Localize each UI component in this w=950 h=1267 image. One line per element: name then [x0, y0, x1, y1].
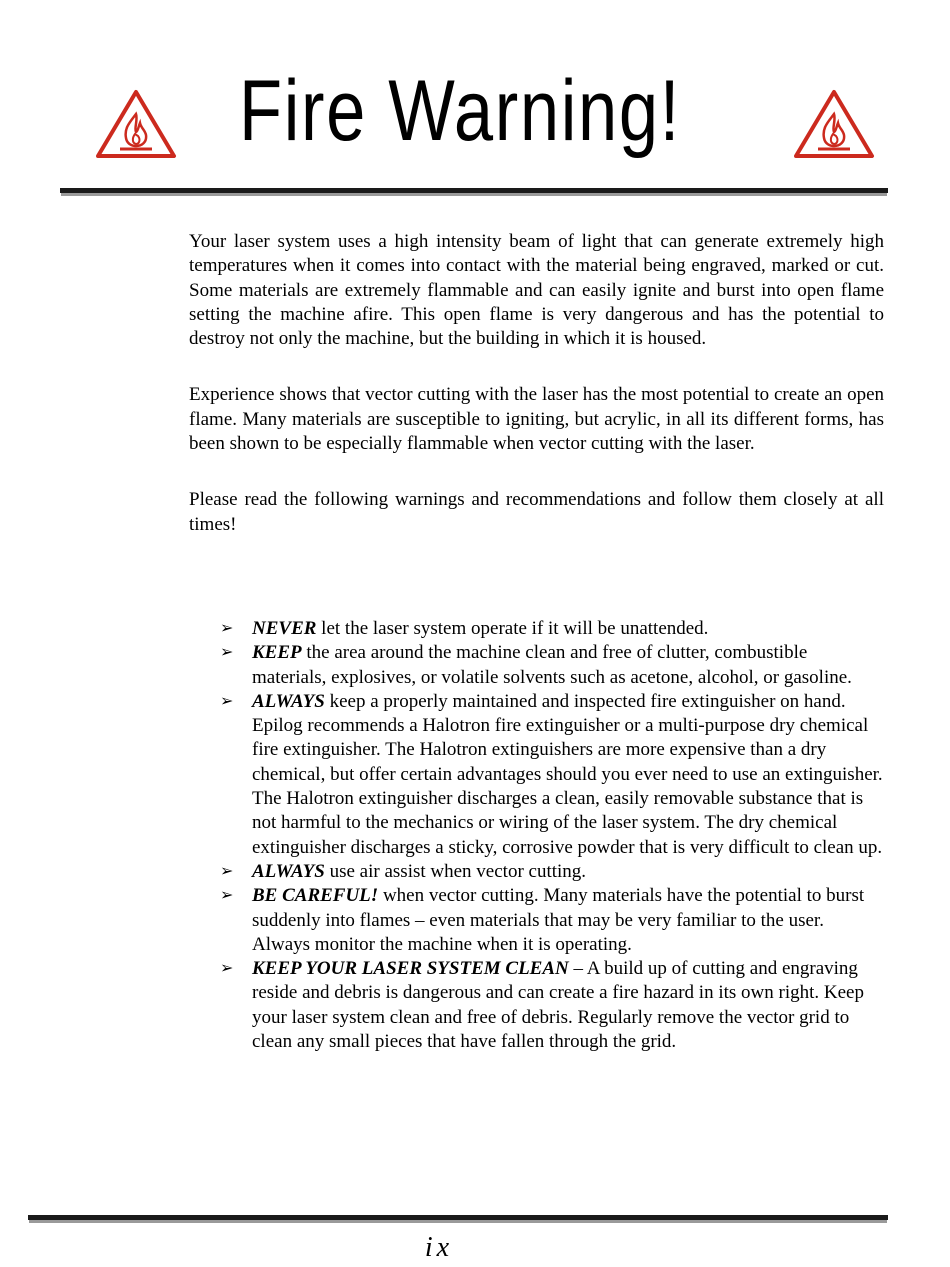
bullet-text: let the laser system operate if it will be unattended. — [316, 618, 709, 639]
arrow-bullet-icon: ➢ — [220, 862, 234, 880]
list-item — [220, 860, 885, 884]
bullet-lead: KEEP — [252, 642, 302, 664]
bullet-text: use air assist when vector cutting. — [324, 860, 587, 882]
footer-divider — [28, 1215, 888, 1220]
bullet-lead: BE CAREFUL! — [252, 885, 379, 907]
header-divider — [60, 188, 888, 193]
paragraph: Experience shows that vector cutting with the laser has the most potential to create an open flame. Many materials are susceptible to igniting, but acrylic, in all its different forms, has been shown to be especially flammable when vector cutting with the laser. — [189, 384, 884, 455]
list-item — [220, 884, 885, 957]
arrow-bullet-icon: ➢ — [220, 692, 234, 710]
arrow-bullet-icon: ➢ — [220, 960, 234, 978]
bullet-lead: KEEP YOUR LASER SYSTEM CLEAN — [252, 958, 569, 980]
list-item — [220, 617, 885, 641]
bullet-text: the area around the machine clean and free of clutter, combustible materials, explosives, or volatile solvents such as acetone, alcohol, or gasoline. — [252, 642, 852, 688]
paragraph: Please read the following warnings and recommendations and follow them closely at all times! — [189, 489, 884, 535]
warning-list — [220, 617, 885, 1054]
paragraph: Your laser system uses a high intensity beam of light that can generate extremely high temperatures when it comes into contact with the material being engraved, marked or cut. Some materials are extremely flammable and can easily ignite and burst into open flame setting the machine afire. This open flame is very dangerous and has the potential to destroy not only the machine, but the building in which it is housed. — [189, 231, 884, 350]
list-item — [220, 641, 885, 690]
bullet-lead: ALWAYS — [252, 860, 325, 882]
bullet-text: keep a properly maintained and inspected fire extinguisher on hand. Epilog recommends a Halotron fire extinguisher or a multi-purpose dry chemical fire extinguisher. The Halotron extinguishers are more expensive than a dry chemical, but offer certain advantages should you ever need to use an extinguisher. The Halotron extinguisher discharges a clean, easily removable substance that is not harmful to the mechanics or wiring of the laser system. The dry chemical extinguisher discharges a sticky, corrosive powder that is very difficult to clean up. — [252, 690, 883, 858]
list-item — [220, 957, 885, 1054]
bullet-text: when vector cutting. Many materials have the potential to burst suddenly into flames – even materials that may be very familiar to the user. Always monitor the machine when it is operating. — [252, 885, 865, 955]
bullet-text: – A build up of cutting and engraving reside and debris is dangerous and can create a fire hazard in its own right. Keep your laser system clean and free of debris. Regularly remove the vector grid to clean any small pieces that have fallen through the grid. — [252, 958, 864, 1053]
arrow-bullet-icon: ➢ — [220, 620, 234, 637]
fire-hazard-triangle-icon — [792, 88, 876, 160]
body-text — [189, 230, 884, 569]
fire-hazard-triangle-icon — [94, 88, 178, 160]
page-header — [0, 60, 950, 180]
page-number: ix — [424, 1232, 454, 1263]
list-item — [220, 690, 885, 860]
bullet-lead: NEVER — [252, 618, 317, 639]
arrow-bullet-icon: ➢ — [220, 644, 234, 662]
arrow-bullet-icon: ➢ — [220, 887, 234, 905]
bullet-lead: ALWAYS — [252, 690, 325, 712]
page-title: Fire Warning! — [239, 63, 681, 159]
